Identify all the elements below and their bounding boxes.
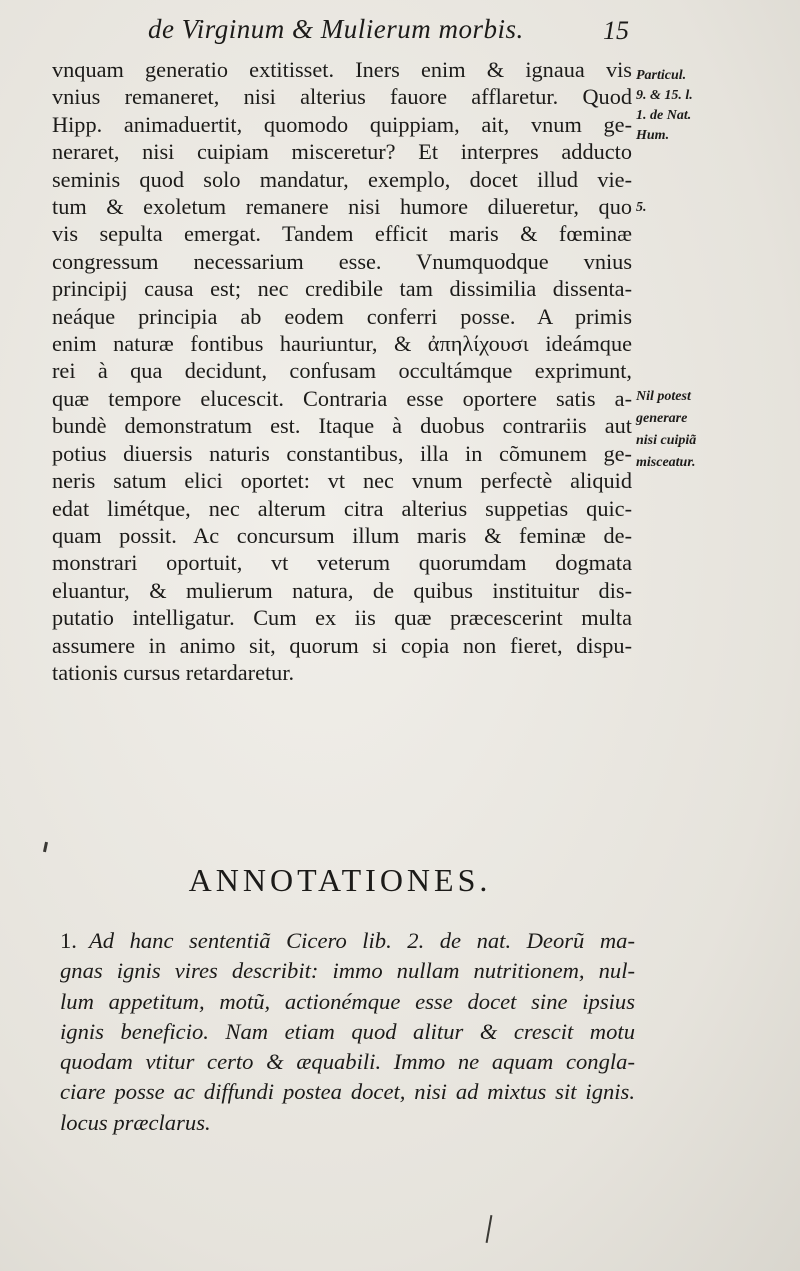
margin-note-line: 9. & 15. l. <box>636 88 693 103</box>
text-line: quæ tempore elucescit. Contraria esse oportere satis a- <box>52 385 632 411</box>
margin-note-line: nisi cuipiã <box>636 433 697 448</box>
text-line: congressum necessarium esse. Vnumquodque vnius <box>52 248 632 274</box>
annotation-line: ignis beneficio. Nam etiam quod alitur & crescit motu <box>60 1018 635 1044</box>
text-line: putatio intelligatur. Cum ex iis quæ præcescerint multa <box>52 605 632 631</box>
ink-speck <box>486 1215 493 1243</box>
margin-note-reference <box>636 66 796 146</box>
margin-note-number <box>636 198 796 218</box>
text-line: eluantur, & mulierum natura, de quibus instituitur dis- <box>52 577 632 603</box>
annotation-line: lum appetitum, motũ, actionémque esse docet sine ipsius <box>60 988 635 1014</box>
text-line: tationis cursus retardaretur. <box>52 659 295 685</box>
running-title: de Virginum & Mulierum morbis. <box>148 14 524 44</box>
margin-note-line: Particul. <box>636 68 687 83</box>
text-line: assumere in animo sit, quorum si copia non fieret, dispu- <box>52 632 632 658</box>
text-line: neáque principia ab eodem conferri posse. A primis <box>52 303 632 329</box>
text-line: vnquam generatio extitisset. Iners enim & ignaua vis <box>52 57 632 82</box>
margin-note-line: Nil potest <box>636 389 691 404</box>
text-line: monstrari oportuit, vt veterum quorumdam dogmata <box>52 550 632 576</box>
ink-speck <box>43 842 48 852</box>
margin-note-line: generare <box>636 411 688 426</box>
text-line: bundè demonstratum est. Itaque à duobus contrariis aut <box>52 413 632 439</box>
text-line: vnius remaneret, nisi alterius fauore afflaretur. Quod <box>52 84 632 110</box>
annotation-line-first <box>60 926 635 956</box>
annotation-number: 1. <box>60 928 77 953</box>
annotation-line: locus præclarus. <box>60 1109 211 1135</box>
annotations-heading: ANNOTATIONES. <box>188 862 492 898</box>
margin-note-line: 1. de Nat. <box>636 108 692 123</box>
text-line: Hipp. animaduertit, quomodo quippiam, ait, vnum ge- <box>52 111 632 137</box>
text-line: neris satum elici oportet: vt nec vnum perfectè aliquid <box>52 468 632 494</box>
annotation-line: Ad hanc sententiã Cicero lib. 2. de nat. Deorũ ma- <box>88 928 635 953</box>
annotation-line: ciare posse ac diffundi postea docet, nisi ad mixtus sit ignis. <box>60 1079 635 1105</box>
margin-note-line: 5. <box>636 200 647 215</box>
main-text-block <box>52 56 632 686</box>
annotation-line: quodam vtitur certo & æquabili. Immo ne aquam congla- <box>60 1049 635 1075</box>
text-line: vis sepulta emergat. Tandem efficit maris & fœminæ <box>52 221 632 247</box>
annotation-block <box>60 926 635 1138</box>
text-line: edat limétque, nec alterum citra alterius suppetias quic- <box>52 495 632 521</box>
text-line: tum & exoletum remanere nisi humore dilueretur, quo <box>52 194 632 220</box>
text-line: rei à qua decidunt, confusam occultámque exprimunt, <box>52 358 632 384</box>
text-line: neraret, nisi cuipiam misceretur? Et interpres adducto <box>52 139 632 165</box>
annotation-line: gnas ignis vires describit: immo nullam nutritionem, nul- <box>60 958 635 984</box>
margin-note-line: misceatur. <box>636 455 696 470</box>
margin-note-line: Hum. <box>636 128 670 143</box>
text-line: quam possit. Ac concursum illum maris & feminæ de- <box>52 522 632 548</box>
margin-note-gloss <box>636 386 796 474</box>
text-line: principij causa est; nec credibile tam dissimilia dissenta- <box>52 276 632 302</box>
page-number: 15 <box>603 16 629 45</box>
text-line: potius diuersis naturis constantibus, illa in cõmunem ge- <box>52 440 632 466</box>
text-line: seminis quod solo mandatur, exemplo, docet illud vie- <box>52 166 632 192</box>
text-line: enim naturæ fontibus hauriuntur, & ἀπηλίχουσι ideámque <box>52 331 632 357</box>
